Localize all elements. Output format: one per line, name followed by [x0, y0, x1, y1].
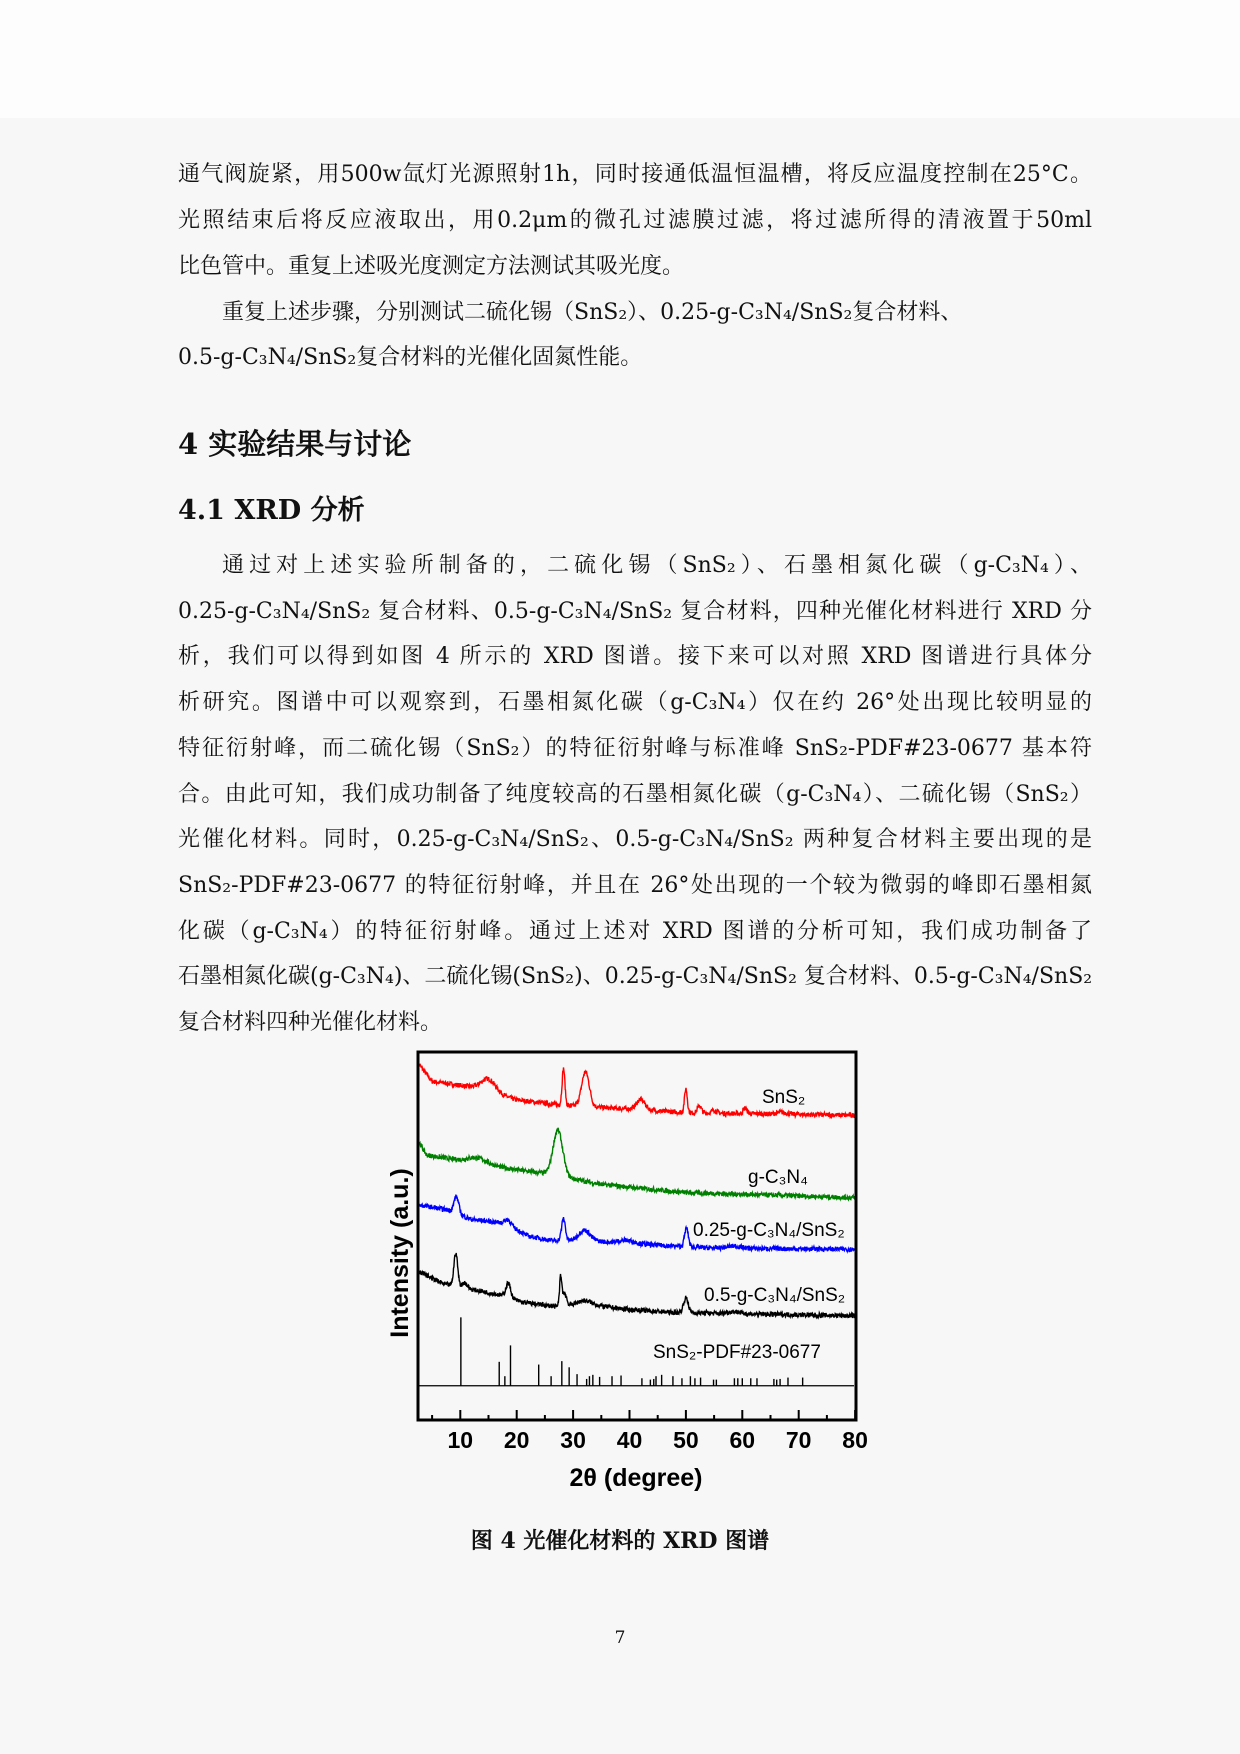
x-tick-label: 10 — [447, 1427, 474, 1453]
series-label-gc3n4: g-C₃N₄ — [748, 1167, 808, 1188]
figure-caption: 图 4 光催化材料的 XRD 图谱 — [470, 1528, 770, 1554]
page-header-band — [0, 0, 1240, 118]
xrd-chart — [370, 1030, 890, 1510]
series-label-05: 0.5-g-C₃N₄/SnS₂ — [704, 1285, 846, 1306]
x-tick-label: 40 — [616, 1427, 643, 1453]
paragraph-line: SnS₂-PDF#23-0677 的特征衍射峰，并且在 26°处出现的一个较为微弱的峰即石墨相氮 — [178, 872, 1092, 898]
series-label-sns2: SnS₂ — [762, 1087, 806, 1108]
page-number: 7 — [614, 1628, 626, 1648]
paragraph-line: 通气阀旋紧，用500w氙灯光源照射1h，同时接通低温恒温槽，将反应温度控制在25°C。 — [178, 162, 1092, 187]
paragraph-line: 析，我们可以得到如图 4 所示的 XRD 图谱。接下来可以对照 XRD 图谱进行具体分 — [178, 644, 1092, 670]
paragraph-line: 比色管中。重复上述吸光度测定方法测试其吸光度。 — [178, 254, 685, 279]
y-axis-title: Intensity (a.u.) — [386, 1168, 414, 1338]
series-label-025: 0.25-g-C₃N₄/SnS₂ — [693, 1220, 845, 1241]
x-axis-title: 2θ (degree) — [569, 1464, 703, 1492]
x-tick-label: 80 — [842, 1427, 868, 1453]
paragraph-line: 复合材料四种光催化材料。 — [178, 1010, 443, 1035]
series-line-1 — [418, 1128, 855, 1200]
reference-label: SnS₂-PDF#23-0677 — [653, 1342, 821, 1363]
section-heading: 4 实验结果与讨论 — [178, 427, 412, 461]
paragraph-line: 光照结束后将反应液取出，用0.2μm的微孔过滤膜过滤，将过滤所得的清液置于50ml — [178, 208, 1092, 233]
x-tick-label: 70 — [785, 1427, 812, 1453]
x-tick-label: 30 — [560, 1427, 586, 1453]
paragraph-line: 重复上述步骤，分别测试二硫化锡（SnS₂）、0.25-g-C₃N₄/SnS₂复合材料、 — [222, 300, 963, 325]
paragraph-line: 合。由此可知，我们成功制备了纯度较高的石墨相氮化碳（g-C₃N₄）、二硫化锡（SnS₂） — [178, 781, 1092, 807]
paragraph-line: 通过对上述实验所制备的，二硫化锡（SnS₂）、石墨相氮化碳（g-C₃N₄）、 — [222, 553, 1092, 578]
x-tick-label: 20 — [503, 1427, 530, 1453]
paragraph-line: 0.25-g-C₃N₄/SnS₂ 复合材料、0.5-g-C₃N₄/SnS₂ 复合材料，四种光催化材料进行 XRD 分 — [178, 598, 1092, 624]
subsection-heading: 4.1 XRD 分析 — [178, 495, 365, 526]
paragraph-line: 0.5-g-C₃N₄/SnS₂复合材料的光催化固氮性能。 — [178, 345, 643, 370]
paragraph-line: 析研究。图谱中可以观察到，石墨相氮化碳（g-C₃N₄）仅在约 26°处出现比较明显的 — [178, 690, 1092, 716]
paragraph-line: 特征衍射峰，而二硫化锡（SnS₂）的特征衍射峰与标准峰 SnS₂-PDF#23-0677 基本符 — [178, 735, 1092, 761]
x-tick-label: 50 — [673, 1427, 699, 1453]
x-tick-label: 60 — [729, 1427, 756, 1453]
paragraph-line: 光催化材料。同时，0.25-g-C₃N₄/SnS₂、0.5-g-C₃N₄/SnS₂ 两种复合材料主要出现的是 — [178, 827, 1092, 853]
paragraph-line: 化碳（g-C₃N₄）的特征衍射峰。通过上述对 XRD 图谱的分析可知，我们成功制备了 — [178, 918, 1092, 944]
paragraph-line: 石墨相氮化碳(g-C₃N₄)、二硫化锡(SnS₂)、0.25-g-C₃N₄/SnS₂ 复合材料、0.5-g-C₃N₄/SnS₂ — [178, 964, 1093, 990]
